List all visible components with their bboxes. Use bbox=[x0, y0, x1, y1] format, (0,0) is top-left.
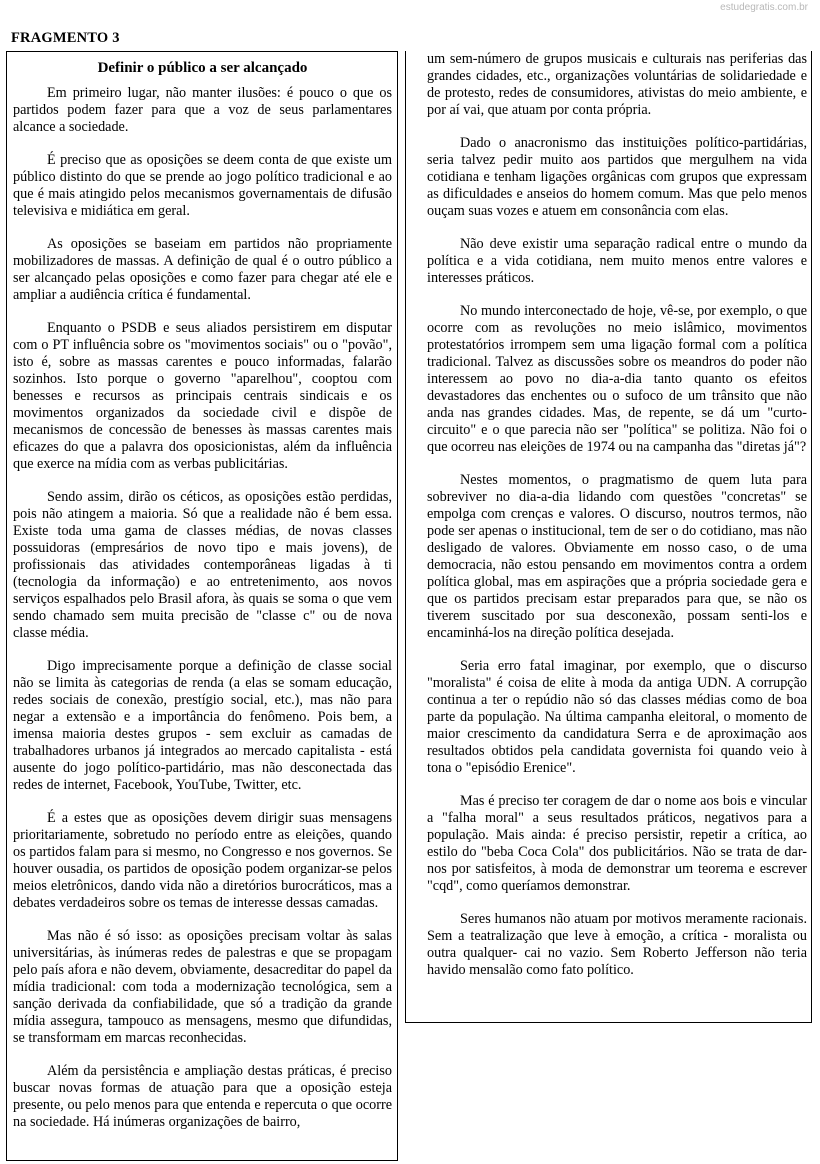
paragraph: Dado o anacronismo das instituições político-partidárias, seria talvez pedir muito aos partidos que mergulhem na vida cotidiana e tenham ligações orgânicas com grupos que expressam as dificuldades e anseios do homem comum. Mas que pelo menos ouçam suas vozes e atuem em consonância com elas. bbox=[427, 135, 807, 219]
paragraph: Seria erro fatal imaginar, por exemplo, que o discurso "moralista" é coisa de elite à moda da antiga UDN. A corrupção continua a ter o repúdio não só das classes médias como de boa parte da população. Na última campanha eleitoral, o momento de maior crescimento da candidatura Serra e de aproximação aos resultados obtidos pela candidata governista foi quando veio à tona o "episódio Erenice". bbox=[427, 658, 807, 776]
paragraph: Sendo assim, dirão os céticos, as oposições estão perdidas, pois não atingem a maioria. Só que a realidade não é bem essa. Existe toda uma gama de classes médias, de novas classes possuidoras (empresários de novo tipo e mais jovens), de profissionais das atividades contemporâneas ligadas à ti (tecnologia da informação) e ao entretenimento, aos novos serviços espalhados pelo Brasil afora, às quais se soma o que vem sendo chamado sem muita precisão de "classe c" ou de nova classe média. bbox=[13, 489, 392, 641]
paragraph: Digo imprecisamente porque a definição de classe social não se limita às categorias de renda (a elas se somam educação, redes sociais de conexão, prestígio social, etc.), mas não para negar a extensão e a importância do fenômeno. Pois bem, a imensa maioria destes grupos - sem excluir as camadas de trabalhadores urbanos já integrados ao mercado capitalista - está ausente do jogo político-partidário, mas não desconectada das redes de internet, Facebook, YouTube, Twitter, etc. bbox=[13, 658, 392, 793]
paragraph: Em primeiro lugar, não manter ilusões: é pouco o que os partidos podem fazer para que a voz de seus parlamentares alcance a sociedade. bbox=[13, 85, 392, 135]
paragraph: Nestes momentos, o pragmatismo de quem luta para sobreviver no dia-a-dia lidando com questões "concretas" se empolga com crenças e valores. O discurso, noutros termos, não pode ser apenas o institucional, tem de ser o do cotidiano, mas não desligado de valores. Obviamente em nosso caso, o de uma democracia, não estou pensando em movimentos contra a ordem política global, mas em aspirações que a própria sociedade gera e que os partidos precisam estar preparados para que, se não os tiverem suscitado por sua desconexão, possam senti-los e encaminhá-los na direção política desejada. bbox=[427, 472, 807, 641]
paragraph: Não deve existir uma separação radical entre o mundo da política e a vida cotidiana, nem muito menos entre valores e interesses práticos. bbox=[427, 236, 807, 286]
site-watermark: estudegratis.com.br bbox=[720, 2, 808, 13]
paragraph-continued: um sem-número de grupos musicais e culturais nas periferias das grandes cidades, etc., organizações voluntárias de solidariedade e de protesto, redes de consumidores, ativistas do meio ambiente, e por aí vai, que atuam por conta própria. bbox=[427, 51, 807, 118]
paragraph: Além da persistência e ampliação destas práticas, é preciso buscar novas formas de atuação para que a oposição esteja presente, ou pelo menos para que entenda e repercuta o que ocorre na sociedade. Há inúmeras organizações de bairro, bbox=[13, 1063, 392, 1130]
fragment-title: FRAGMENTO 3 bbox=[11, 30, 120, 46]
left-column bbox=[6, 51, 398, 1161]
right-column bbox=[405, 51, 812, 1023]
paragraph: Enquanto o PSDB e seus aliados persistirem em disputar com o PT influência sobre os "movimentos sociais" ou o "povão", isto é, sobre as massas carentes e pouco informadas, falarão sozinhos. Isto porque o governo "aparelhou", cooptou com benesses e recursos as principais centrais sindicais e os movimentos organizados da sociedade civil e dispõe de mecanismos de concessão de benesses às massas carentes mais eficazes do que a palavra dos oposicionistas, além da influência que exerce na mídia com as verbas publicitárias. bbox=[13, 320, 392, 472]
paragraph: Mas é preciso ter coragem de dar o nome aos bois e vincular a "falha moral" a seus resultados práticos, negativos para a população. Mais ainda: é preciso persistir, repetir a crítica, ao estilo do "beba Coca Cola" dos publicitários. Não se trata de dar-nos por satisfeitos, à moda de demonstrar um teorema e escrever "cqd", como queríamos demonstrar. bbox=[427, 793, 807, 894]
paragraph: No mundo interconectado de hoje, vê-se, por exemplo, o que ocorre com as revoluções no meio islâmico, movimentos protestatórios irrompem sem uma ligação formal com a política tradicional. Talvez as discussões sobre os meandros do poder não interessem ao povo no dia-a-dia tanto quanto os efeitos devastadores das enchentes ou o sufoco de um trânsito que não anda nas grandes cidades. Mas, de repente, se dá um "curto-circuito" e o que parecia não ser "política" se politiza. Não foi o que ocorreu nas eleições de 1974 ou na campanha das "diretas já"? bbox=[427, 303, 807, 455]
paragraph: Seres humanos não atuam por motivos meramente racionais. Sem a teatralização que leve à emoção, a crítica - moralista ou outra qualquer- cai no vazio. Sem Roberto Jefferson não teria havido mensalão como fato político. bbox=[427, 911, 807, 978]
paragraph: É preciso que as oposições se deem conta de que existe um público distinto do que se prende ao jogo político tradicional e ao que é mais atingido pelos mecanismos governamentais de difusão televisiva e midiática em geral. bbox=[13, 152, 392, 219]
paragraph: Mas não é só isso: as oposições precisam voltar às salas universitárias, às inúmeras redes de palestras e que se propagam pelo país afora e não devem, obviamente, desacreditar do papel da mídia tradicional: com toda a modernização tecnológica, sem a sanção derivada da confiabilidade, que só a tradição da grande mídia assegura, tampouco as mensagens, mesmo que difundidas, se transformam em marcas reconhecidas. bbox=[13, 928, 392, 1046]
paragraph: As oposições se baseiam em partidos não propriamente mobilizadores de massas. A definição de qual é o outro público a ser alcançado pelas oposições e como fazer para chegar até ele e ampliar a audiência crítica é fundamental. bbox=[13, 236, 392, 303]
article-heading: Definir o público a ser alcançado bbox=[97, 60, 308, 76]
paragraph: É a estes que as oposições devem dirigir suas mensagens prioritariamente, sobretudo no período entre as eleições, quando os partidos falam para si mesmo, no Congresso e nos governos. Se houver ousadia, os partidos de oposição podem organizar-se pelos meios eletrônicos, dando vida não a diretórios burocráticos, mas a debates verdadeiros sobre os temas de interesse dessas camadas. bbox=[13, 810, 392, 911]
